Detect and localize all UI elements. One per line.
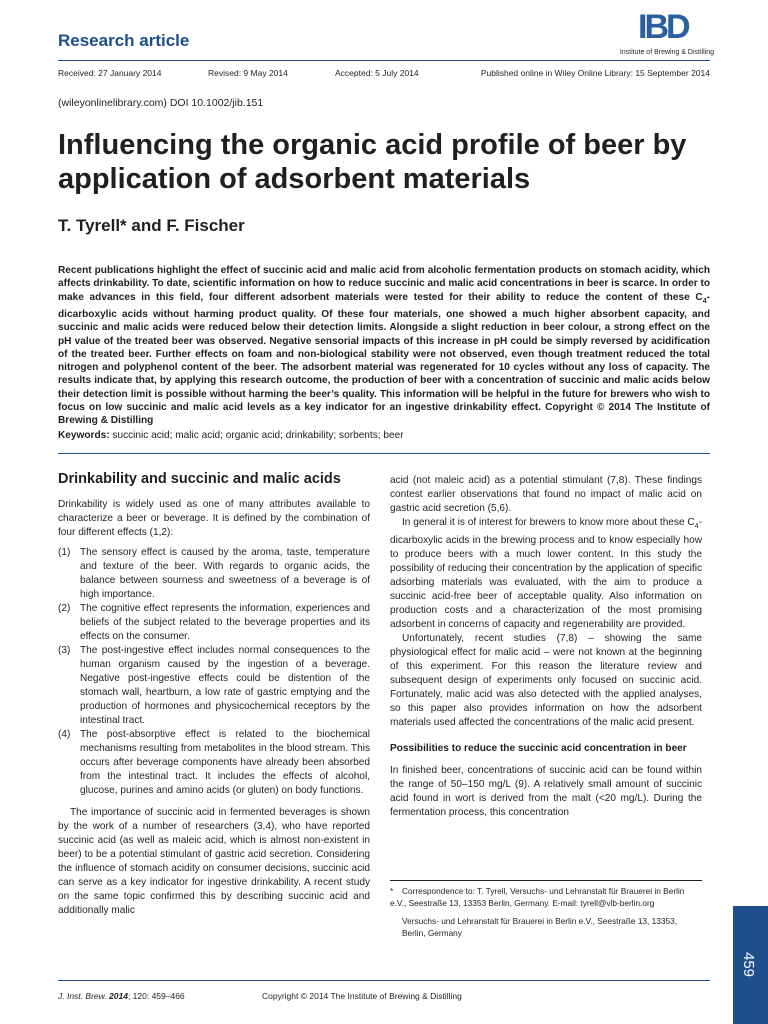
left-column <box>58 470 370 918</box>
affiliation-note: Versuchs- und Lehranstalt für Brauerei in Berlin e.V., Seestraße 13, 13353, Berlin, Germany <box>402 916 678 938</box>
footnote-mark: * <box>390 886 394 896</box>
keywords <box>58 430 710 441</box>
revised-date: Revised: 9 May 2014 <box>208 68 288 78</box>
abstract <box>58 264 710 428</box>
list-number: (4) <box>58 729 71 740</box>
ibd-logo <box>610 6 714 60</box>
list-text: The cognitive effect represents the information, experiences and beliefs of the subject related to the beverage properties and its effects on the consumer. <box>80 603 370 642</box>
list-item <box>58 644 370 728</box>
keywords-text: succinic acid; malic acid; organic acid; drinkability; sorbents; beer <box>109 430 404 441</box>
published-date: Published online in Wiley Online Library: 15 September 2014 <box>480 68 710 78</box>
article-type-label: Research article <box>58 31 190 50</box>
received-date: Received: 27 January 2014 <box>58 68 162 78</box>
paragraph-unfortunately: Unfortunately, recent studies (7,8) – showing the same physiological effect for malic acid – were not known at the beginning of this experiment. For this reason the literature review and subsequent design of experiments only focused on succinic acid. Fortunately, malic acid was also detected with the applied analyses, so this paper also provides information on how the adsorbent materials used affected the concentrations of the malic acid present. <box>390 633 702 729</box>
paragraph-intro: Drinkability is widely used as one of many attributes available to characterize a beer or beverage. It is defined by the combination of four different effects (1,2): <box>58 499 370 538</box>
article-title: Influencing the organic acid profile of beer by application of adsorbent materials <box>58 129 687 195</box>
paragraph-interest-b: -dicarboxylic acids in the brewing process and to know especially how to produce beers with a much lower content. In this study the possibility of reducing their concentration by the application of specific adsorbing materials was evaluated, with the aim to produce a succinic acid-free beer of acceptable quality. Also information on production costs and a characterization of the most promising adsorbent in concerns of capacity and regenerability are provided. <box>390 517 702 631</box>
list-number: (3) <box>58 645 71 656</box>
correspondence-text: Correspondence to: T. Tyrell, Versuchs- und Lehranstalt für Brauerei in Berlin e.V., Seestraße 13, 13353 Berlin, Germany. E-mail: tyrell@vlb-berlin.org <box>390 886 685 908</box>
author-list: T. Tyrell* and F. Fischer <box>58 216 245 235</box>
journal-citation <box>58 991 185 1001</box>
list-number: (1) <box>58 547 71 558</box>
paragraph-continued: acid (not maleic acid) as a potential stimulant (7,8). These findings contest earlier observations that found no impact of malic acid on gastric acid secretion (5,6). <box>390 475 702 514</box>
page-number-tab <box>733 906 768 1024</box>
footnote-rule <box>390 880 702 881</box>
page-number: 459 <box>740 951 758 978</box>
paragraph-interest-a: In general it is of interest for brewers to know more about these C <box>402 517 695 528</box>
header-rule <box>58 60 710 61</box>
journal-name: J. Inst. Brew. <box>58 991 107 1001</box>
list-number: (2) <box>58 603 71 614</box>
logo-caption: Institute of Brewing & Distilling <box>619 49 714 56</box>
paragraph-finished-beer: In finished beer, concentrations of succinic acid can be found within the range of 50–150 mg/L (9). A relatively small amount of succinic acid found in wort is derived from the malt (<20 mg/L). During the fermentation process, this concentration <box>390 765 702 819</box>
footer-copyright: Copyright © 2014 The Institute of Brewing & Distilling <box>262 991 462 1001</box>
footer-rule <box>58 980 710 981</box>
footnotes <box>390 885 702 939</box>
abstract-subscript: 4 <box>702 297 707 305</box>
journal-year: 2014 <box>106 991 128 1001</box>
journal-volume: ; 120: 459–466 <box>127 991 185 1001</box>
list-text: The post-absorptive effect is related to the biochemical mechanisms resulting from metabolites in the blood stream. This occurs after beverage components have already been absorbed from the intestinal tract. It includes the effects of alcohol, glucose, purines and amino acids (or gluten) on body functions. <box>80 729 370 796</box>
logo-mark: IBD <box>638 8 688 46</box>
abstract-text-2: -dicarboxylic acids without harming product quality. Of these four materials, one showed a much higher absorbent capacity, and succinic and malic acids were reduced below their detection limits. Alongside a slight reduction in beer colour, a strong effect on the pH value of the treated beer was observed. Negative sensorial impacts of this increase in pH could be simply reversed by acidification of the treated beer. Further effects on foam and non-biological stability were not observed, even though treatment reduced the total nitrogen and polyphenol content of the beer. The adsorbent material was regenerated for 10 cycles without any loss of capacity. The results indicate that, by applying this research outcome, the production of beer with a concentration of succinic and malic acids below their detection limit is possible without harming the beer’s quality. This information will be helpful in the future for brewers who wish to focus on low succinic and malic acid levels as a key indicator for an ingestive drinkability effect. Copyright © 2014 The Institute of Brewing & Distilling <box>58 291 710 427</box>
list-text: The sensory effect is caused by the aroma, taste, temperature and texture of the beer. With regards to organic acids, the balance between sourness and sweetness of a beverage is of high importance. <box>80 547 370 600</box>
accepted-date: Accepted: 5 July 2014 <box>335 68 419 78</box>
abstract-text-1: Recent publications highlight the effect of succinic acid and malic acid from alcoholic fermentation products on stomach acidity, which affects drinkability. To date, scientific information on how to reduce succinic and malic acid concentrations in beer is scarce. In order to make advances in this field, four different adsorbent materials were tested for their ability to reduce the content of these C <box>58 265 710 303</box>
paragraph-importance: The importance of succinic acid in fermented beverages is shown by the work of a number of researchers (3,4), who have reported succinic acid (as well as maleic acid, which is almost non-existent in beer) to be a potential stimulant of gastric acid secretion. Considering the influence of stomach acidity on consumer decisions, succinic acid can serve as a key indicator for ingestive drinkability. A recent study on the same topic confirmed this by describing succinic acid and additionally malic <box>58 807 370 916</box>
subsection-heading: Possibilities to reduce the succinic acid concentration in beer <box>390 743 687 755</box>
list-item <box>58 728 370 798</box>
list-item <box>58 602 370 644</box>
section-heading-drinkability: Drinkability and succinic and malic acids <box>58 471 341 487</box>
section-rule <box>58 453 710 454</box>
paragraph-interest <box>390 516 702 632</box>
doi-line: (wileyonlinelibrary.com) DOI 10.1002/jib.151 <box>58 97 264 109</box>
correspondence-note <box>390 885 702 909</box>
paragraph-subscript: 4 <box>694 523 699 531</box>
list-item <box>58 546 370 602</box>
right-column <box>390 474 702 820</box>
list-text: The post-ingestive effect includes normal consequences to the human organism caused by the ingestion of a beverage. Negative post-ingestive effects could be distention of the stomach wall, heartburn, a low rate of gastric emptying and the production of hormones and physicochemical receptors by the intestinal tract. <box>80 645 370 726</box>
keywords-label: Keywords: <box>58 430 110 441</box>
